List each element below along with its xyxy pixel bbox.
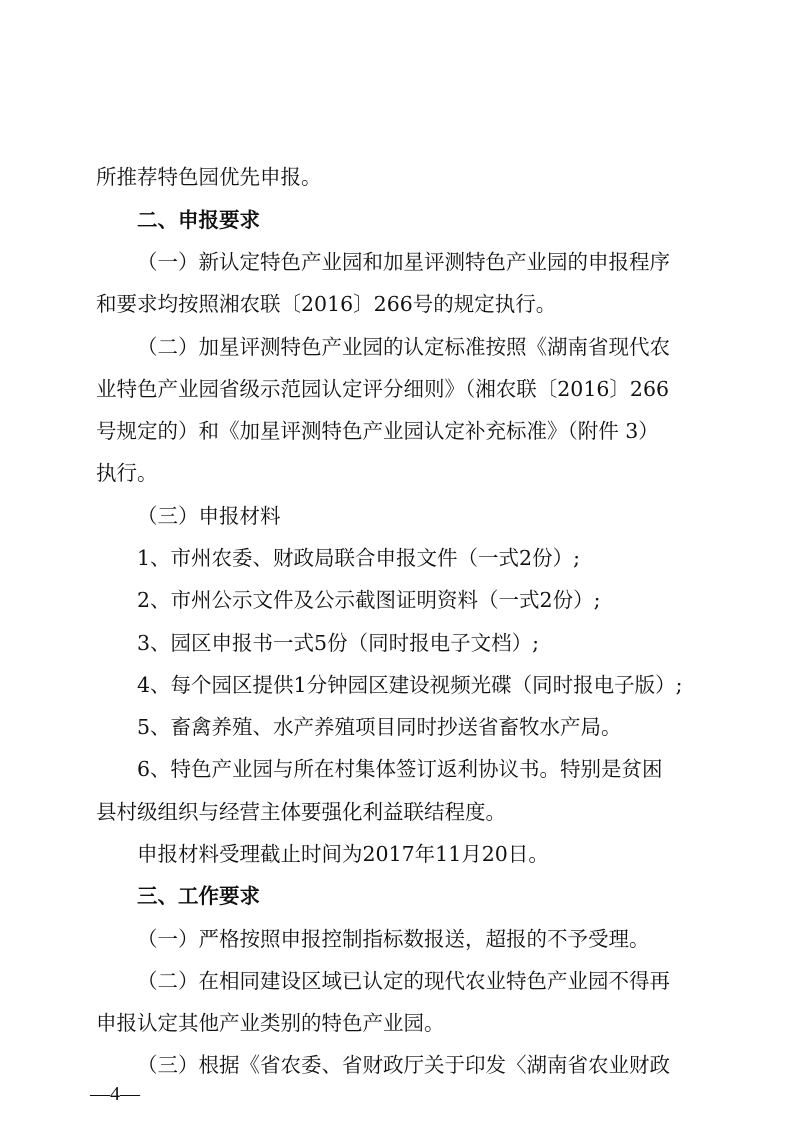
paragraph-line: （一）新认定特色产业园和加星评测特色产业园的申报程序 — [137, 250, 670, 274]
paragraph-line: （一）严格按照申报控制指标数报送，超报的不予受理。 — [137, 927, 650, 951]
paragraph-line: 执行。 — [96, 461, 158, 485]
list-item: 6、特色产业园与所在村集体签订返利协议书。特别是贫困 — [137, 757, 663, 781]
subsection-heading: （三）申报材料 — [137, 504, 281, 528]
page-number: —4— — [90, 1083, 140, 1105]
paragraph-line: （二）在相同建设区域已认定的现代农业特色产业园不得再 — [137, 969, 670, 993]
list-item: 2、市州公示文件及公示截图证明资料（一式2份）; — [137, 588, 601, 612]
list-item: 5、畜禽养殖、水产养殖项目同时抄送省畜牧水产局。 — [137, 715, 622, 739]
paragraph-line: （三）根据《省农委、省财政厅关于印发〈湖南省农业财政 — [137, 1053, 670, 1077]
paragraph-line: 申报认定其他产业类别的特色产业园。 — [96, 1011, 445, 1035]
section-heading: 二、申报要求 — [137, 208, 260, 232]
paragraph-line: 所推荐特色园优先申报。 — [96, 165, 322, 189]
paragraph-line: 号规定的）和《加星评测特色产业园认定补充标准》（附件 3） — [96, 419, 659, 443]
section-heading: 三、工作要求 — [137, 884, 260, 908]
list-item: 4、每个园区提供1分钟园区建设视频光碟（同时报电子版）; — [137, 673, 683, 697]
paragraph-line: 申报材料受理截止时间为2017年11月20日。 — [137, 842, 549, 866]
paragraph-line: 和要求均按照湘农联〔2016〕266号的规定执行。 — [96, 292, 557, 316]
paragraph-line: 县村级组织与经营主体要强化利益联结程度。 — [96, 800, 506, 824]
paragraph-line: 业特色产业园省级示范园认定评分细则》（湘农联〔2016〕266 — [96, 377, 670, 401]
list-item: 3、园区申报书一式5份（同时报电子文档）; — [137, 631, 539, 655]
paragraph-line: （二）加星评测特色产业园的认定标准按照《湖南省现代农 — [137, 335, 670, 359]
list-item: 1、市州农委、财政局联合申报文件（一式2份）; — [137, 546, 580, 570]
